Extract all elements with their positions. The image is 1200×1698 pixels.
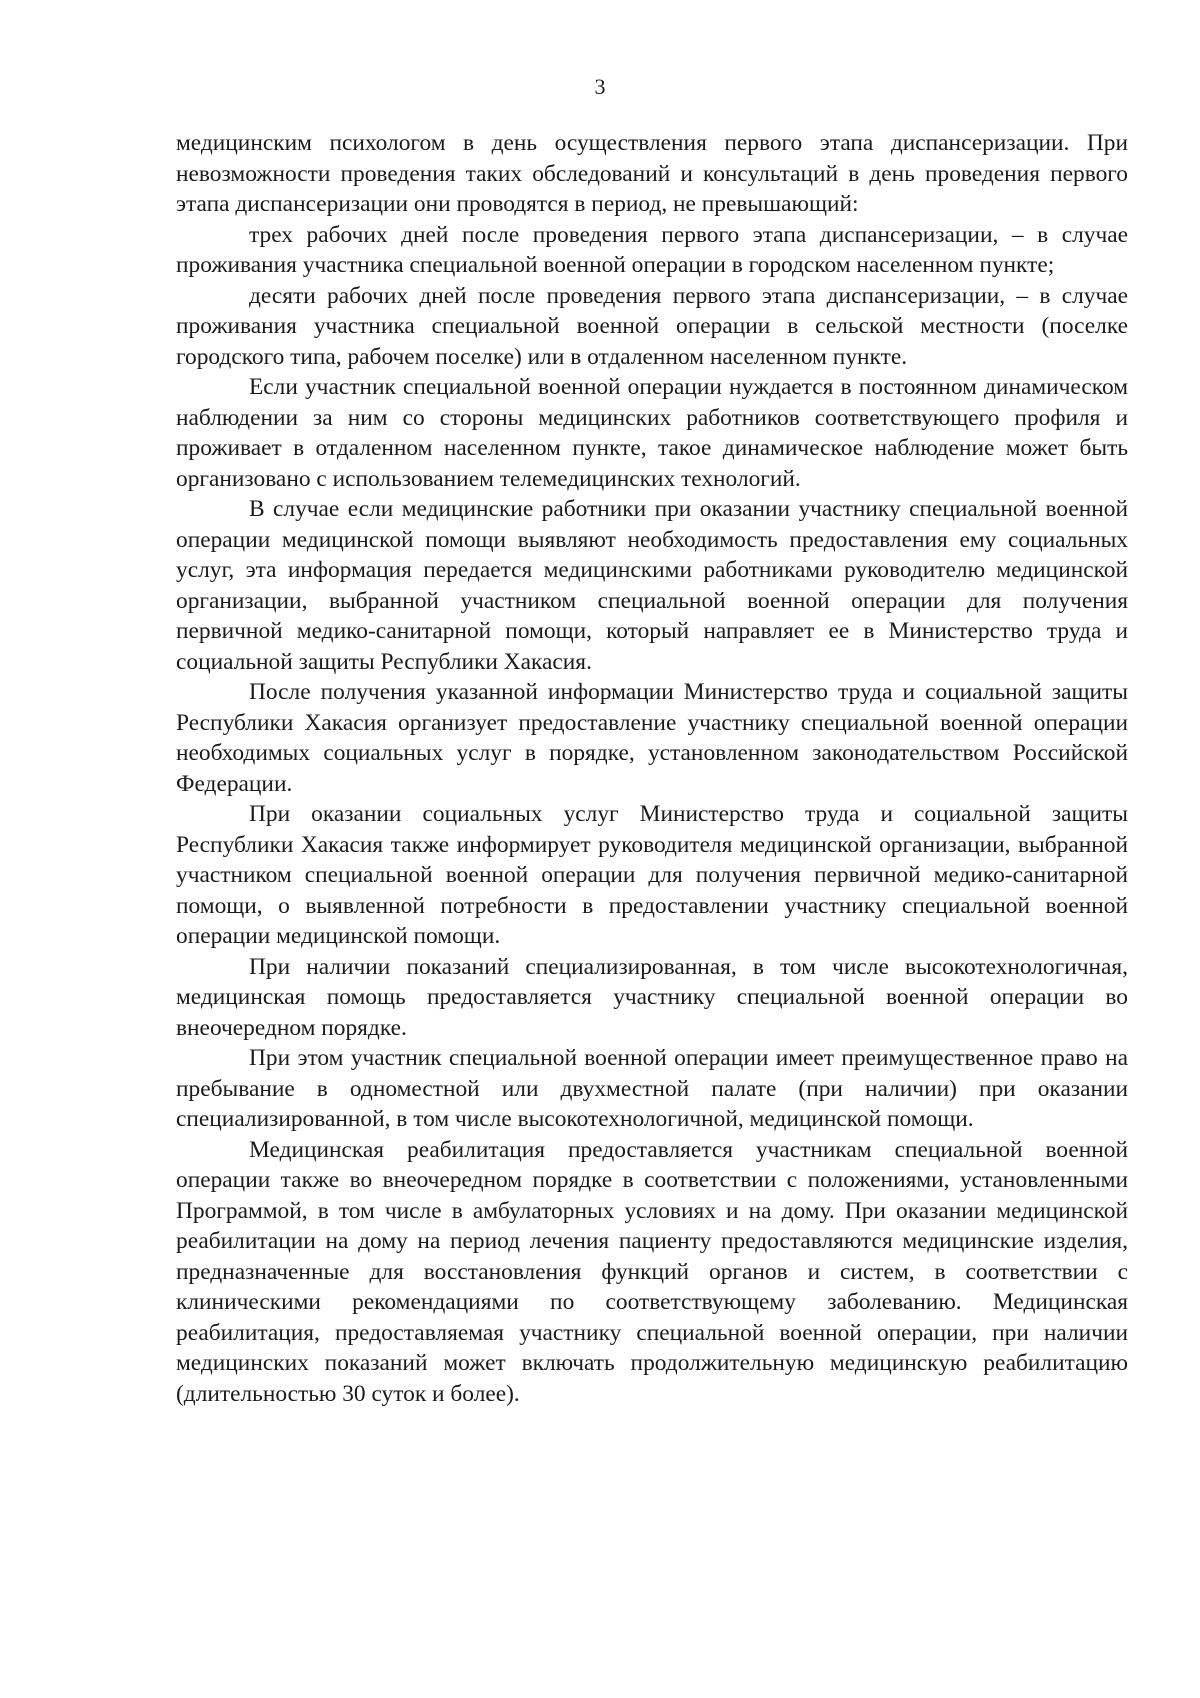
paragraph: трех рабочих дней после проведения первого этапа диспансеризации, – в случае проживания участника специальной военной операции в городском населенном пункте; (176, 221, 1128, 278)
document-body (176, 128, 1128, 1409)
paragraph: В случае если медицинские работники при оказании участнику специальной военной операции медицинской помощи выявляют необходимость предоставления ему социальных услуг, эта информация передается медицинскими работниками руководителю медицинской организации, выбранной участником специальной военной операции для получения первичной медико-санитарной помощи, который направляет ее в Министерство труда и социальной защиты Республики Хакасия. (176, 496, 1128, 675)
paragraph: десяти рабочих дней после проведения первого этапа диспансеризации, – в случае проживания участника специальной военной операции в сельской местности (поселке городского типа, рабочем поселке) или в отдаленном населенном пункте. (176, 282, 1128, 370)
paragraph: При оказании социальных услуг Министерство труда и социальной защиты Республики Хакасия также информирует руководителя медицинской организации, выбранной участником специальной военной операции для получения первичной медико-санитарной помощи, о выявленной потребности в предоставлении участнику специальной военной операции медицинской помощи. (176, 801, 1128, 949)
paragraph: При наличии показаний специализированная, в том числе высокотехнологичная, медицинская помощь предоставляется участнику специальной военной операции во внеочередном порядке. (176, 953, 1128, 1041)
paragraph: При этом участник специальной военной операции имеет преимущественное право на пребывание в одноместной или двухместной палате (при наличии) при оказании специализированной, в том числе высокотехнологичной, медицинской помощи. (176, 1045, 1128, 1132)
paragraph: После получения указанной информации Министерство труда и социальной защиты Республики Хакасия организует предоставление участнику специальной военной операции необходимых социальных услуг в порядке, установленном законодательством Российской Федерации. (176, 679, 1128, 797)
page-number: 3 (594, 74, 606, 99)
paragraph: Медицинская реабилитация предоставляется участникам специальной военной операции также во внеочередном порядке в соответствии с положениями, установленными Программой, в том числе в амбулаторных условиях и на дому. При оказании медицинской реабилитации на дому на период лечения пациенту предоставляются медицинские изделия, предназначенные для восстановления функций органов и систем, в соответствии с клиническими рекомендациями по соответствующему заболеванию. Медицинская реабилитация, предоставляемая участнику специальной военной операции, при наличии медицинских показаний может включать продолжительную медицинскую реабилитацию (длительностью 30 суток и более). (176, 1136, 1128, 1407)
paragraph: Если участник специальной военной операции нуждается в постоянном динамическом наблюдении за ним со стороны медицинских работников соответствующего профиля и проживает в отдаленном населенном пункте, такое динамическое наблюдение может быть организовано с использованием телемедицинских технологий. (176, 374, 1128, 492)
paragraph: медицинским психологом в день осуществления первого этапа диспансеризации. При невозможности проведения таких обследований и консультаций в день проведения первого этапа диспансеризации они проводятся в период, не превышающий: (176, 130, 1128, 217)
